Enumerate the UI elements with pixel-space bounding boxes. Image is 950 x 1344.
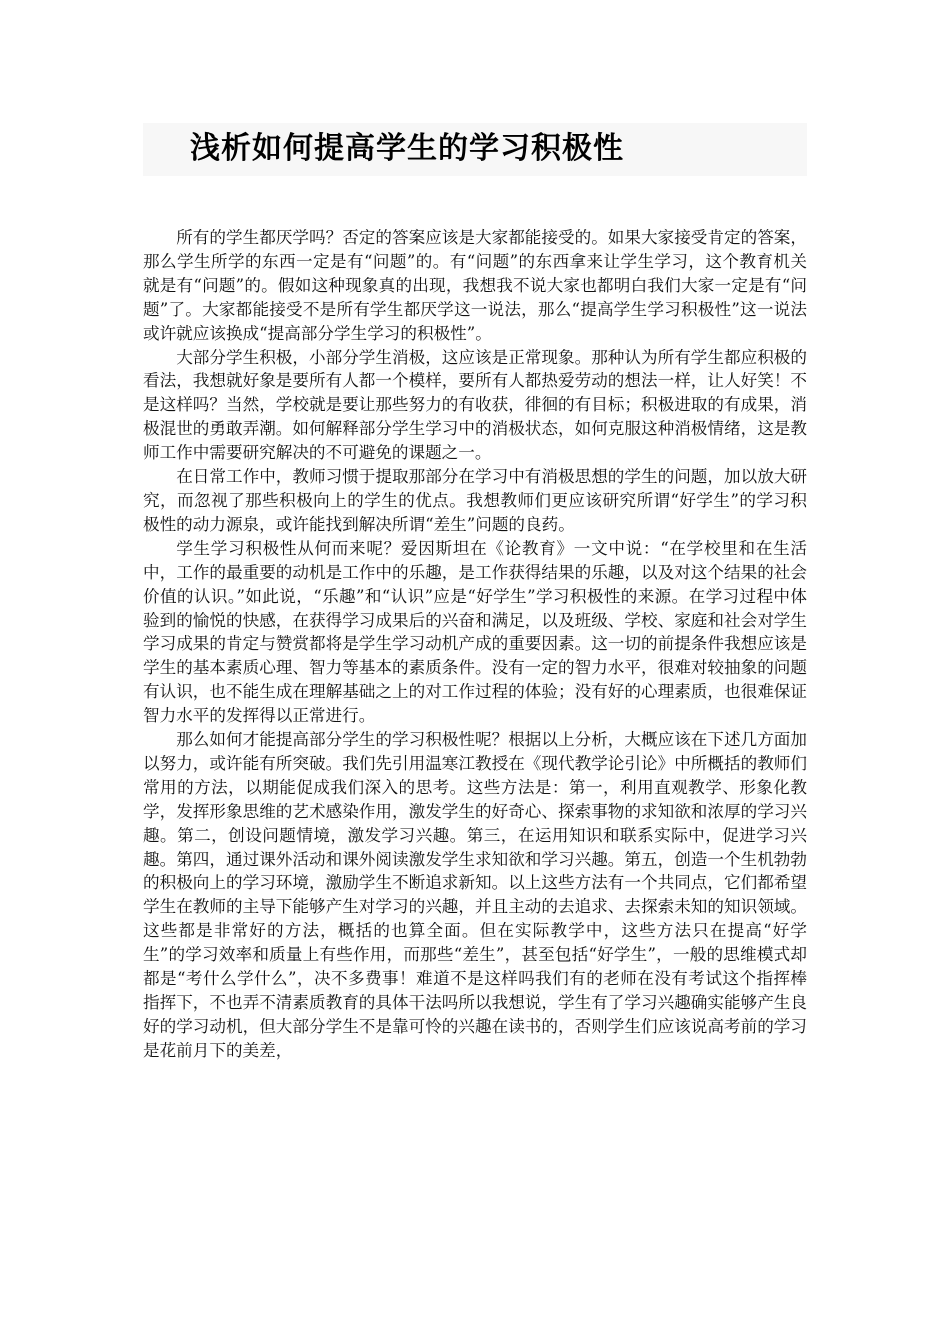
paragraph-4: 学生学习积极性从何而来呢？爱因斯坦在《论教育》一文中说：“在学校里和在生活中，工作的最重要的动机是工作中的乐趣，是工作获得结果的乐趣，以及对这个结果的社会价值的认识。”如此说，“乐趣”和“认识”应是“好学生”学习积极性的来源。在学习过程中体验到的愉悦的快感，在获得学习成果后的兴奋和满足，以及班级、学校、家庭和社会对学生学习成果的肯定与赞赏都将是学生学习动机产成的重要因素。这一切的前提条件我想应该是学生的基本素质心理、智力等基本的素质条件。没有一定的智力水平，很难对较抽象的问题有认识，也不能生成在理解基础之上的对工作过程的体验；没有好的心理素质，也很难保证智力水平的发挥得以正常进行。 <box>143 538 807 726</box>
paragraph-2: 大部分学生积极，小部分学生消极，这应该是正常现象。那种认为所有学生都应积极的看法，我想就好象是要所有人都一个模样，要所有人都热爱劳动的想法一样，让人好笑！不是这样吗？当然，学校就是要让那些努力的有收获，徘徊的有目标；积极进取的有成果，消极混世的勇敢弄潮。如何解释部分学生学习中的消极状态，如何克服这种消极情绪，这是教师工作中需要研究解决的不可避免的课题之一。 <box>143 347 807 463</box>
paragraph-5: 那么如何才能提高部分学生的学习积极性呢？根据以上分析，大概应该在下述几方面加以努力，或许能有所突破。我们先引用温寒江教授在《现代教学论引论》中所概括的教师们常用的方法，以期能促成我们深入的思考。这些方法是：第一，利用直观教学、形象化教学，发挥形象思维的艺术感染作用，激发学生的好奇心、探索事物的求知欲和浓厚的学习兴趣。第二，创设问题情境，激发学习兴趣。第三，在运用知识和联系实际中，促进学习兴趣。第四，通过课外活动和课外阅读激发学生求知欲和学习兴趣。第五，创造一个生机勃勃的积极向上的学习环境，激励学生不断追求新知。以上这些方法有一个共同点，它们都希望学生在教师的主导下能够产生对学习的兴趣，并且主动的去追求、去探索未知的知识领域。这些都是非常好的方法，概括的也算全面。但在实际教学中，这些方法只在提高“好学生”的学习效率和质量上有些作用，而那些“差生”，甚至包括“好学生”，一般的思维模式却都是“考什么学什么”，决不多费事！难道不是这样吗我们有的老师在没有考试这个指挥棒指挥下，不也弄不清素质教育的具体干法吗所以我想说，学生有了学习兴趣确实能够产生良好的学习动机，但大部分学生不是靠可怜的兴趣在读书的，否则学生们应该说高考前的学习是花前月下的美差， <box>143 730 807 1060</box>
paragraph-3: 在日常工作中，教师习惯于提取那部分在学习中有消极思想的学生的问题，加以放大研究，而忽视了那些积极向上的学生的优点。我想教师们更应该研究所谓“好学生”的学习积极性的动力源泉，或许能找到解决所谓“差生”问题的良药。 <box>143 467 807 534</box>
document-body <box>143 226 807 1063</box>
document-title: 浅析如何提高学生的学习积极性 <box>190 131 624 166</box>
paragraph-1: 所有的学生都厌学吗？否定的答案应该是大家都能接受的。如果大家接受肯定的答案，那么学生所学的东西一定是有“问题”的。有“问题”的东西拿来让学生学习，这个教育机关就是有“问题”的。假如这种现象真的出现，我想我不说大家也都明白我们大家一定是有“问题”了。大家都能接受不是所有学生都厌学这一说法，那么“提高学生学习积极性”这一说法或许就应该换成“提高部分学生学习的积极性”。 <box>143 228 807 343</box>
